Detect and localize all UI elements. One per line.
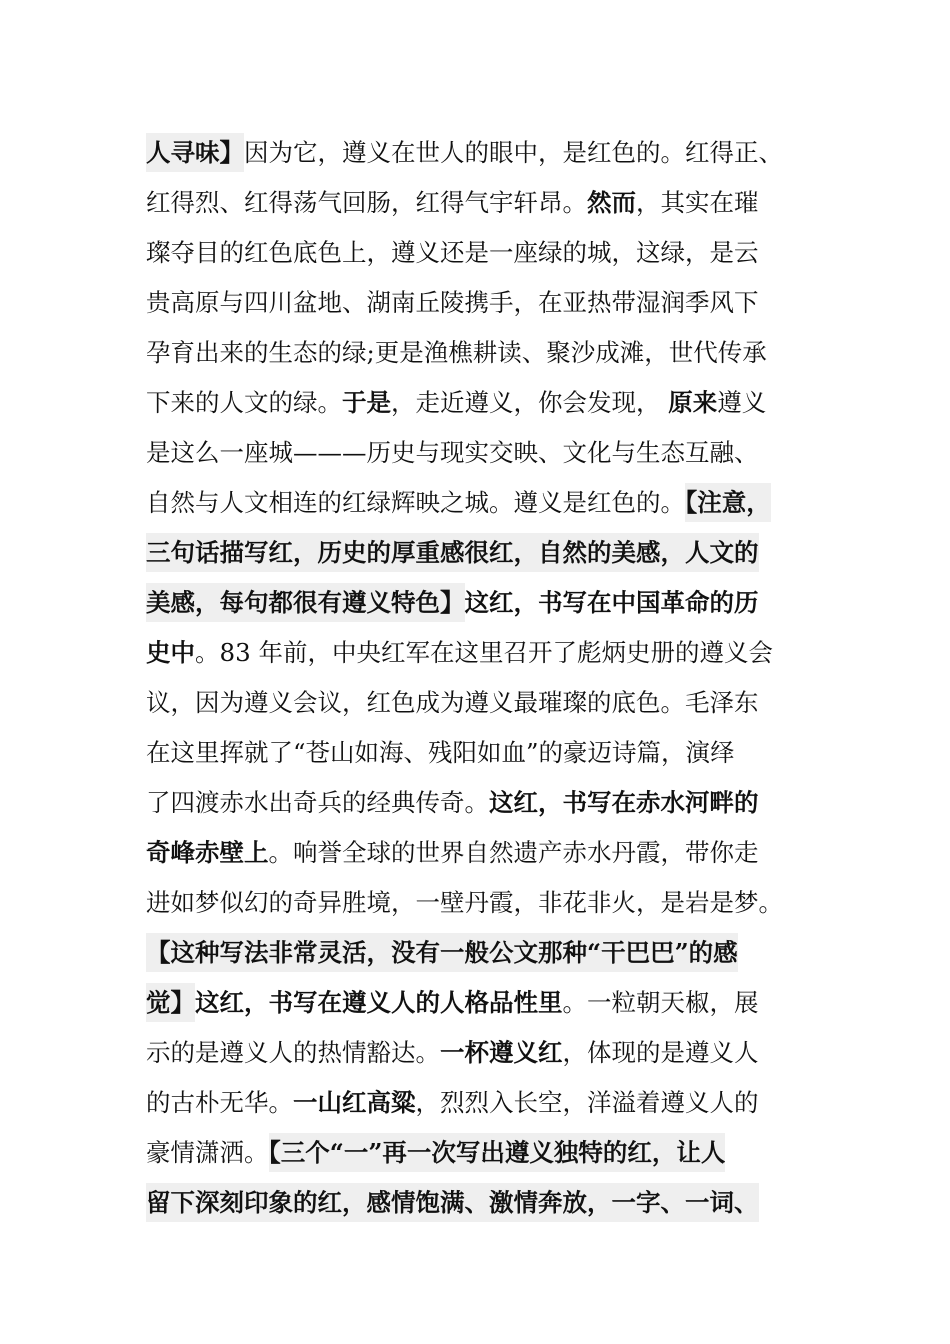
body-text: ，烈烈入长空，洋溢着遵义人的	[415, 1088, 759, 1117]
text-line	[146, 978, 783, 1028]
body-text: 遵义	[717, 388, 767, 417]
highlighted-annotation: 【注意，	[685, 483, 771, 522]
body-text: 。一粒朝天椒，展	[562, 988, 759, 1017]
highlighted-annotation: 【这种写法非常灵活，没有一般公文那种“干巴巴”的感	[146, 933, 738, 972]
text-line	[146, 678, 783, 728]
text-line	[146, 428, 783, 478]
highlighted-annotation: 觉】	[146, 983, 195, 1022]
text-line	[146, 328, 783, 378]
body-text: 自然与人文相连的红绿辉映之城。遵义是红色的。	[146, 488, 685, 517]
text-line	[146, 528, 783, 578]
bold-text: 原来	[668, 388, 718, 417]
highlighted-annotation: 【三个“一”再一次写出遵义独特的红，让人	[269, 1133, 726, 1172]
text-line	[146, 578, 783, 628]
body-text: 。响誉全球的世界自然遗产赤水丹霞，带你走	[268, 838, 759, 867]
bold-text: 一山红高粱	[293, 1088, 416, 1117]
text-line	[146, 278, 783, 328]
text-line	[146, 1178, 783, 1228]
body-text: 进如梦似幻的奇异胜境，一壁丹霞，非花非火，是岩是梦。	[146, 888, 783, 917]
bold-text: 奇峰赤壁上	[146, 838, 269, 867]
body-text: 红得烈、红得荡气回肠，红得气宇轩昂。	[146, 188, 587, 217]
text-line	[146, 628, 783, 678]
bold-text: 史中	[146, 638, 195, 667]
bold-text: 这红，书写在中国革命的历	[464, 588, 759, 617]
text-line	[146, 128, 783, 178]
text-line	[146, 378, 783, 428]
highlighted-annotation: 人寻味】	[146, 133, 244, 172]
body-text: ，其实在璀	[636, 188, 759, 217]
text-line	[146, 1128, 783, 1178]
bold-text: 这红，书写在赤水河畔的	[489, 788, 759, 817]
body-text: 因为它，遵义在世人的眼中，是红色的。红得正、	[244, 138, 783, 167]
body-text: 是这么一座城———历史与现实交映、文化与生态互融、	[146, 438, 759, 467]
body-text: 孕育出来的生态的绿;更是渔樵耕读、聚沙成滩，世代传承	[146, 338, 767, 367]
body-text: 下来的人文的绿。	[146, 388, 342, 417]
bold-text: 这红，书写在遵义人的人格品性里	[195, 988, 563, 1017]
highlighted-annotation: 留下深刻印象的红，感情饱满、激情奔放，一字、一词、	[146, 1183, 759, 1222]
highlighted-annotation: 三句话描写红，历史的厚重感很红，自然的美感，人文的	[146, 533, 759, 572]
text-line	[146, 178, 783, 228]
body-text: 贵高原与四川盆地、湖南丘陵携手，在亚热带湿润季风下	[146, 288, 759, 317]
body-text: 璨夺目的红色底色上，遵义还是一座绿的城，这绿，是云	[146, 238, 759, 267]
body-text: 在这里挥就了“苍山如海、残阳如血”的豪迈诗篇，演绎	[146, 738, 735, 767]
text-line	[146, 1078, 783, 1128]
highlighted-annotation: 美感，每句都很有遵义特色】	[146, 583, 465, 622]
body-text: 示的是遵义人的热情豁达。	[146, 1038, 440, 1067]
body-text: 的古朴无华。	[146, 1088, 293, 1117]
body-text: ，走近遵义，你会发现，	[391, 388, 669, 417]
text-line	[146, 228, 783, 278]
bold-text: 一杯遵义红	[440, 1038, 563, 1067]
body-text: 了四渡赤水出奇兵的经典传奇。	[146, 788, 489, 817]
text-line	[146, 778, 783, 828]
body-text: 。83 年前，中央红军在这里召开了彪炳史册的遵义会	[195, 638, 773, 667]
body-text: 豪情潇洒。	[146, 1138, 269, 1167]
body-text: 议，因为遵义会议，红色成为遵义最璀璨的底色。毛泽东	[146, 688, 759, 717]
text-line	[146, 828, 783, 878]
text-line	[146, 478, 783, 528]
bold-text: 然而	[587, 188, 636, 217]
text-line	[146, 1028, 783, 1078]
text-line	[146, 728, 783, 778]
text-line	[146, 878, 783, 928]
bold-text: 于是	[342, 388, 391, 417]
text-line	[146, 928, 783, 978]
document-body	[146, 128, 783, 1228]
body-text: ，体现的是遵义人	[562, 1038, 759, 1067]
